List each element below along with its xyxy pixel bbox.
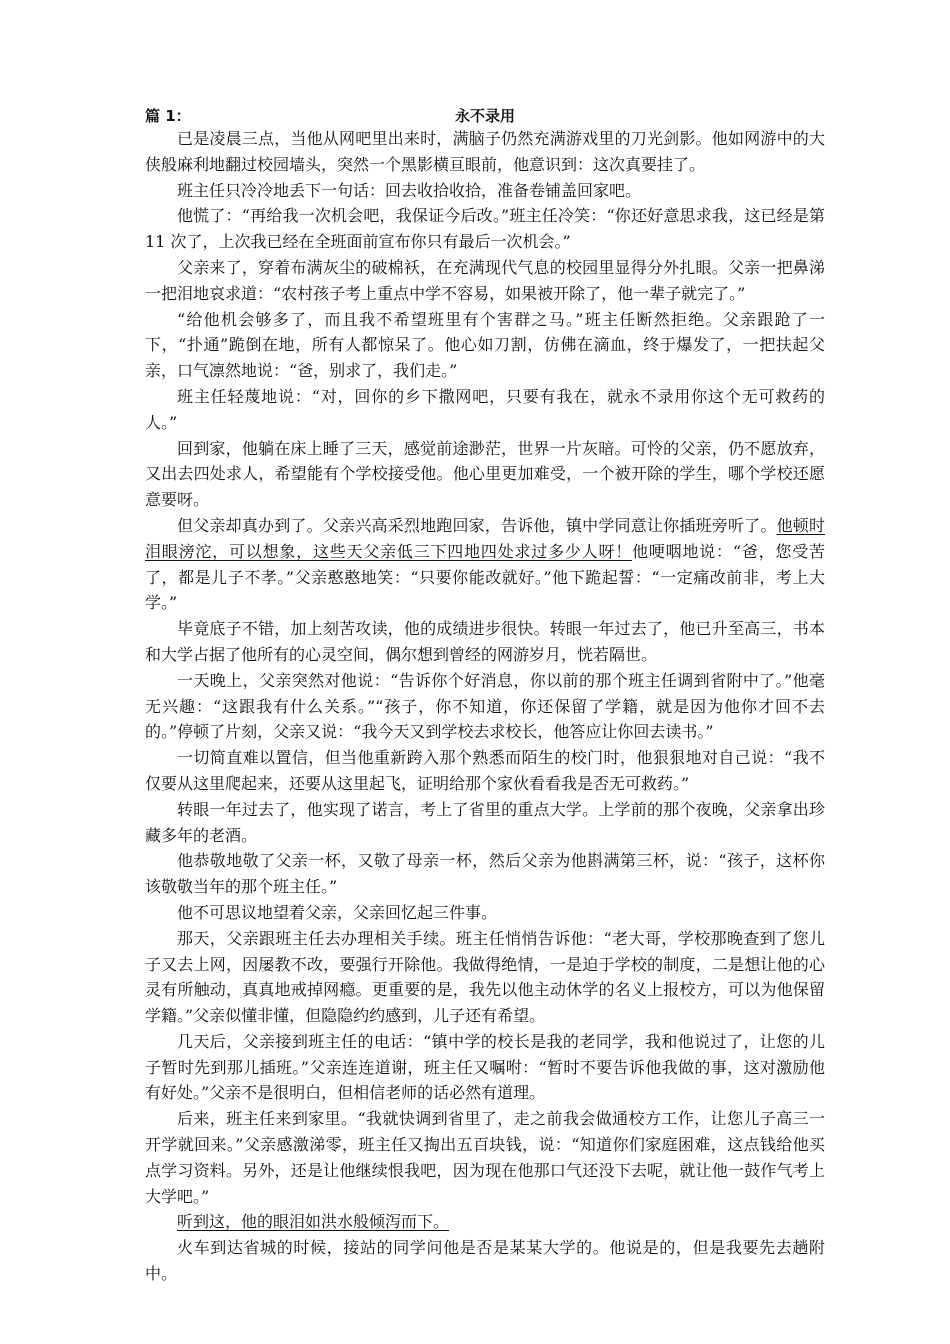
paragraph [145, 848, 825, 900]
paragraph [145, 203, 825, 255]
paragraph [145, 668, 825, 745]
paragraph-text: 他不可思议地望着父亲，父亲回忆起三件事。 [177, 902, 498, 922]
document-body [145, 126, 825, 1287]
paragraph [145, 900, 825, 926]
paragraph-text: 班主任轻蔑地说：“对，回你的乡下撒网吧，只要有我在，就永不录用你这个无可救药的人。” [145, 386, 825, 432]
document-title: 永不录用 [454, 107, 515, 125]
paragraph [145, 745, 825, 797]
paragraph-text: 几天后，父亲接到班主任的电话：“镇中学的校长是我的老同学，我和他说过了，让您的儿子暂时先到那儿插班。”父亲连连道谢，班主任又嘱咐：“暂时不要告诉他我做的事，这对激励他有好处。”父亲不是很明白，但相信老师的话必然有道理。 [145, 1031, 825, 1103]
paragraph [145, 178, 825, 204]
paragraph-text: 父亲来了，穿着布满灰尘的破棉袄，在充满现代气息的校园里显得分外扎眼。父亲一把鼻涕一把泪地哀求道：“农村孩子考上重点中学不容易，如果被开除了，他一辈子就完了。” [145, 257, 825, 303]
paragraph [145, 616, 825, 668]
paragraph [145, 513, 825, 616]
underlined-text: 听到这，他的眼泪如洪水般倾泻而下。 [177, 1212, 450, 1232]
paragraph [145, 797, 825, 849]
paragraph [145, 1029, 825, 1106]
paragraph [145, 1209, 825, 1235]
paragraph [145, 307, 825, 384]
paragraph-text: 那天，父亲跟班主任去办理相关手续。班主任悄悄告诉他：“老大哥，学校那晚查到了您儿子又去上网，因屡教不改，要强行开除他。我做得绝情，一是迫于学校的制度，二是想让他的心灵有所触动，真真地戒掉网瘾。更重要的是，我先以他主动休学的名义上报校方，可以为他保留学籍。”父亲似懂非懂，但隐隐约约感到，儿子还有希望。 [145, 928, 825, 1026]
paragraph-text: 但父亲却真办到了。父亲兴高采烈地跑回家，告诉他，镇中学同意让你插班旁听了。 [177, 515, 777, 535]
paragraph-text: “给他机会够多了，而且我不希望班里有个害群之马。”班主任断然拒绝。父亲跟跄了一下，“扑通”跪倒在地，所有人都惊呆了。他心如刀割，仿佛在滴血，终于爆发了，一把扶起父亲，口气凛然地说：“爸，别求了，我们走。” [145, 309, 825, 381]
paragraph [145, 926, 825, 1029]
paragraph-text: 回到家，他躺在床上睡了三天，感觉前途渺茫，世界一片灰暗。可怜的父亲，仍不愿放弃，又出去四处求人，希望能有个学校接受他。他心里更加难受，一个被开除的学生，哪个学校还愿意要呀。 [145, 438, 825, 510]
paragraph [145, 255, 825, 307]
underlined-text: 他顿时泪眼滂沱，可以想象，这些天父亲低三下四地四处求过多少人呀！ [145, 515, 825, 561]
section-label: 篇 1： [145, 107, 191, 125]
paragraph [145, 384, 825, 436]
paragraph-text: 转眼一年过去了，他实现了诺言，考上了省里的重点大学。上学前的那个夜晚，父亲拿出珍藏多年的老酒。 [145, 799, 825, 845]
paragraph [145, 1106, 825, 1209]
paragraph [145, 1235, 825, 1287]
paragraph-text: 火车到达省城的时候，接站的同学问他是否是某某大学的。他说是的，但是我要先去趟附中。 [145, 1238, 825, 1284]
paragraph-text: 毕竟底子不错，加上刻苦攻读，他的成绩进步很快。转眼一年过去了，他已升至高三，书本和大学占据了他所有的心灵空间，偶尔想到曾经的网游岁月，恍若隔世。 [145, 619, 825, 664]
paragraph-text: 班主任只冷冷地丢下一句话：回去收拾收拾，准备卷铺盖回家吧。 [177, 180, 642, 200]
paragraph-text: 一天晚上，父亲突然对他说：“告诉你个好消息，你以前的那个班主任调到省附中了。”他毫无兴趣：“这跟我有什么关系。”“孩子，你不知道，你还保留了学籍，就是因为他你才回不去的。”停顿了片刻，父亲又说：“我今天又到学校去求校长，他答应让你回去读书。” [145, 670, 825, 742]
paragraph-text: 后来，班主任来到家里。“我就快调到省里了，走之前我会做通校方工作，让您儿子高三一开学就回来。”父亲感激涕零，班主任又掏出五百块钱，说：“知道你们家庭困难，这点钱给他买点学习资料。另外，还是让他继续恨我吧，因为现在他那口气还没下去呢，就让他一鼓作气考上大学吧。” [145, 1109, 825, 1206]
paragraph-text: 他恭敬地敬了父亲一杯，又敬了母亲一杯，然后父亲为他斟满第三杯，说：“孩子，这杯你该敬敬当年的那个班主任。” [145, 851, 825, 897]
paragraph-text: 他慌了：“再给我一次机会吧，我保证今后改。”班主任冷笑：“你还好意思求我，这已经是第 11 次了，上次我已经在全班面前宣布你只有最后一次机会。” [145, 206, 825, 252]
document-header [145, 103, 825, 127]
paragraph [145, 126, 825, 178]
paragraph-text: 他哽咽地说：“爸，您受苦了，都是儿子不孝。”父亲憨憨地笑：“只要你能改就好。”他下跪起誓：“一定痛改前非，考上大学。” [145, 541, 825, 613]
paragraph [145, 436, 825, 513]
paragraph-text: 已是凌晨三点，当他从网吧里出来时，满脑子仍然充满游戏里的刀光剑影。他如网游中的大侠般麻利地翻过校园墙头，突然一个黑影横亘眼前，他意识到：这次真要挂了。 [145, 129, 825, 174]
paragraph-text: 一切简直难以置信，但当他重新跨入那个熟悉而陌生的校门时，他狠狠地对自己说：“我不仅要从这里爬起来，还要从这里起飞，证明给那个家伙看看我是否无可救药。” [145, 748, 825, 793]
